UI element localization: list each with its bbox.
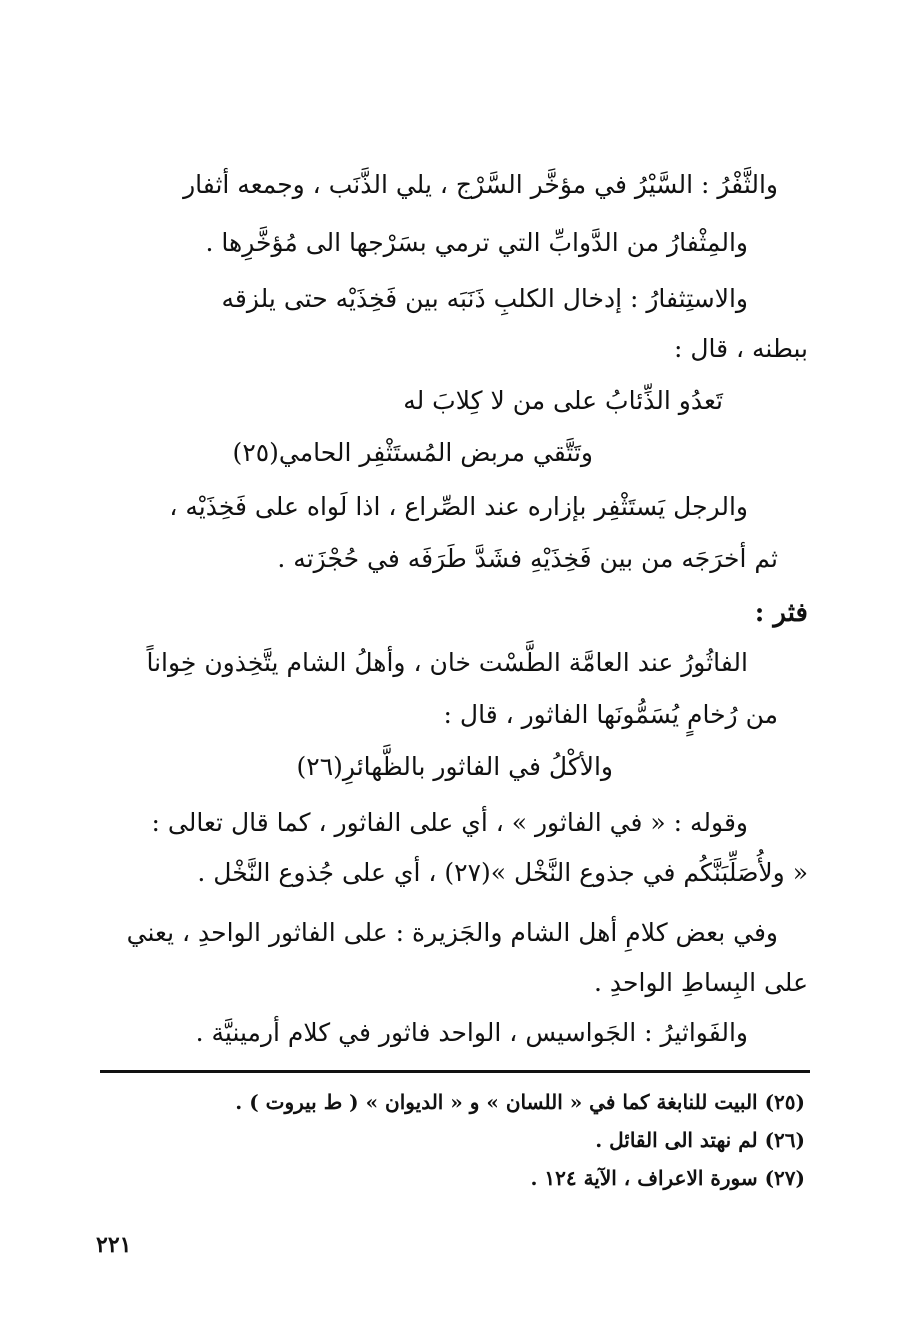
text-line-7: الفاثُورُ عند العامَّة الطَّسْت خان ، وأهلُ الشام يتَّخِذون خِواناً (146, 648, 748, 677)
text-line-8: من رُخامٍ يُسَمُّونَها الفاثور ، قال : (443, 700, 778, 729)
verse-line-3: والأكْلُ في الفاثور بالظَّهائرِ(٢٦) (296, 752, 613, 781)
text-line-13: والفَواثيرُ : الجَواسيس ، الواحد فاثور في كلام أرمينيَّة . (195, 1018, 748, 1047)
text-line-6: ثم أخرَجَه من بين فَخِذَيْهِ فشَدَّ طَرَفَه في حُجْزَته . (277, 544, 778, 573)
footnote-divider (100, 1070, 810, 1073)
text-line-1: والثَّفْرُ : السَّيْرُ في مؤخَّر السَّرْج ، يلي الذَّنَب ، وجمعه أثفار (183, 170, 778, 199)
entry-heading: فثر : (754, 598, 808, 628)
footnote-26: (٢٦) لم نهتد الى القائل . (595, 1128, 805, 1152)
text-line-4: ببطنه ، قال : (673, 334, 808, 363)
text-line-5: والرجل يَستَثْفِر بإزاره عند الصِّراع ، اذا لَواه على فَخِذَيْه ، (169, 492, 748, 521)
verse-line-2: وتَتَّقي مربض المُستَثْفِر الحامي(٢٥) (232, 438, 593, 467)
text-line-9: وقوله : « في الفاثور » ، أي على الفاثور ، كما قال تعالى : (151, 808, 748, 837)
footnote-27: (٢٧) سورة الاعراف ، الآية ١٢٤ . (530, 1166, 805, 1190)
footnote-25: (٢٥) البيت للنابغة كما في « اللسان » و « الديوان » ( ط بيروت ) . (235, 1090, 805, 1114)
text-line-11: وفي بعض كلامِ أهل الشام والجَزيرة : على الفاثور الواحدِ ، يعني (126, 918, 778, 947)
verse-line-1: تَعدُو الذِّئابُ على من لا كِلابَ له (403, 386, 723, 415)
text-line-3: والاستِثفارُ : إدخال الكلبِ ذَنَبَه بين فَخِذَيْه حتى يلزقه (221, 284, 748, 313)
text-line-2: والمِثْفارُ من الدَّوابِّ التي ترمي بسَرْجها الى مُؤخَّرِها . (205, 228, 748, 257)
text-line-12: على البِساطِ الواحدِ . (594, 968, 808, 997)
page-number: ٢٢١ (96, 1232, 132, 1258)
text-line-10: « ولأُصَلِّبَنَّكُم في جذوع النَّخْل »(٢٧) ، أي على جُذوع النَّخْل . (197, 858, 808, 887)
